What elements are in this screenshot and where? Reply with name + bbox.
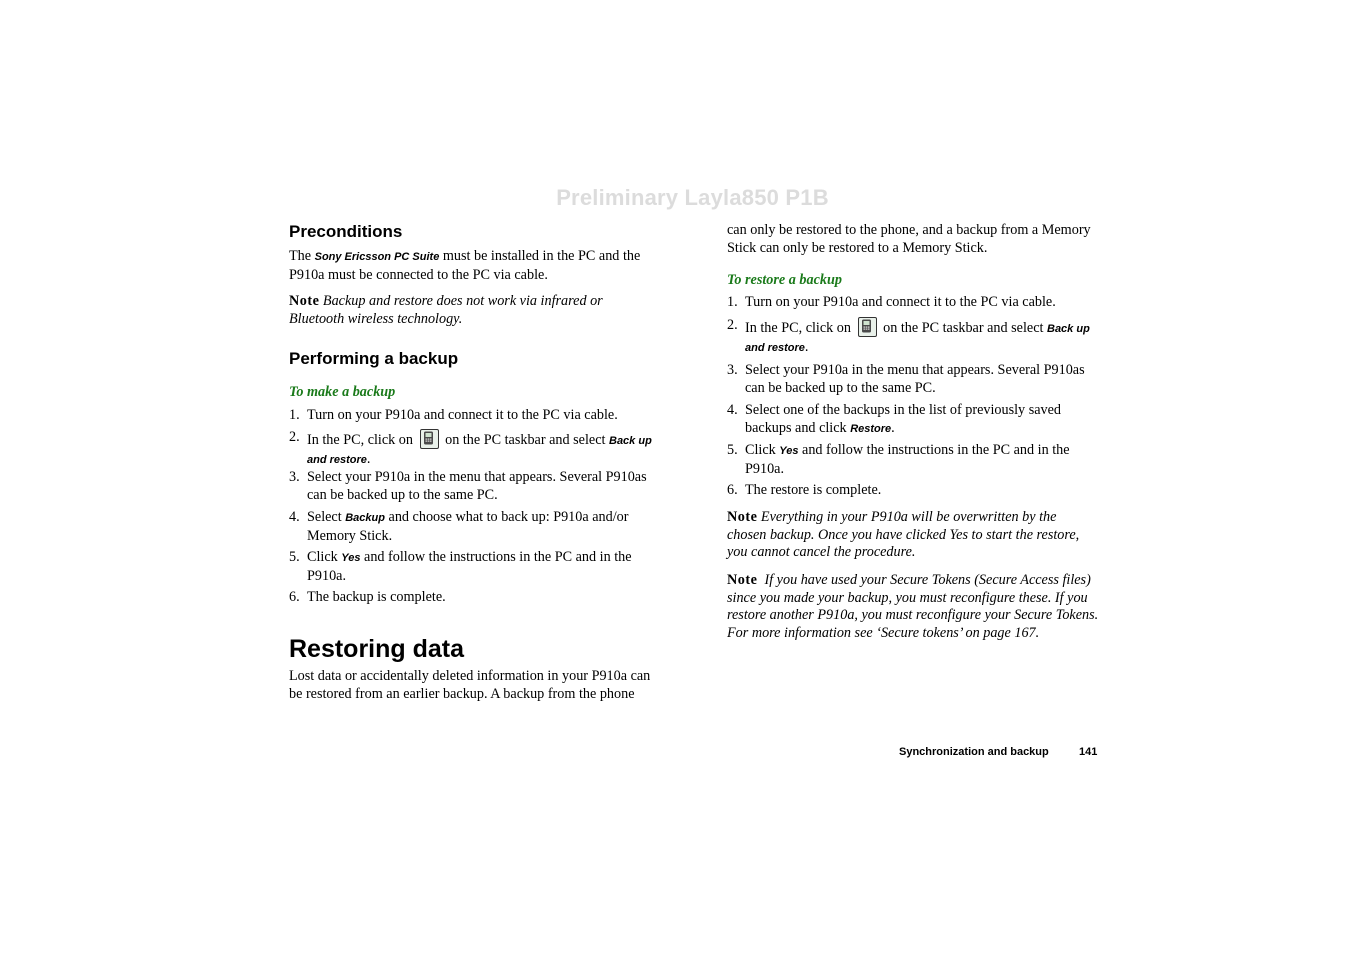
pc-suite-name: Sony Ericsson PC Suite: [314, 251, 440, 263]
back-up-and-restore-label: Back up and restore: [307, 435, 652, 466]
make-backup-heading: To make a backup: [289, 384, 396, 400]
note-text: Everything in your P910a will be overwritten by the chosen backup. Once you have clicked Yes to start the restore, you cannot cancel the procedure.: [727, 509, 1080, 561]
backup-label: Backup: [345, 512, 385, 524]
restoring-text: Lost data or accidentally deleted information in your P910a can be restored from an earlier backup. A backup from the phone: [289, 668, 651, 702]
back-up-and-restore-label: Back up and restore: [745, 323, 1090, 354]
restore-label: Restore: [850, 422, 892, 435]
note-label: Note: [727, 509, 758, 525]
pc-suite-taskbar-icon[interactable]: [858, 317, 877, 337]
note-label: Note: [727, 572, 758, 588]
yes-label: Yes: [779, 445, 799, 457]
restoring-data-heading: Restoring data: [289, 635, 465, 663]
note-secure-tokens: [727, 572, 1099, 642]
preconditions-text: The Sony Ericsson PC Suite must be installed in the PC and the P910a must be connected to the PC via cable.: [289, 248, 641, 283]
note-overwrite: [727, 509, 1099, 562]
note-text: If you have used your Secure Tokens (Secure Access files) since you made your backup, you must reconfigure these. If you restore another P910a, you must reconfigure your Secure Tokens. For more information see ‘Secure tokens’ on page 167.: [727, 572, 1099, 641]
page-number: 141: [1079, 746, 1098, 758]
restoring-text-continued: can only be restored to the phone, and a backup from a Memory Stick can only be restored to a Memory Stick.: [727, 222, 1091, 256]
preconditions-heading: Preconditions: [289, 222, 403, 241]
restore-backup-heading: To restore a backup: [727, 272, 842, 288]
note-label: Note: [289, 293, 320, 309]
watermark: Preliminary Layla850 P1B: [556, 185, 829, 210]
note-infrared: [289, 293, 661, 328]
pc-suite-taskbar-icon[interactable]: [420, 429, 439, 449]
footer-section-title: Synchronization and backup: [899, 746, 1049, 758]
performing-backup-heading: Performing a backup: [289, 349, 459, 368]
note-text: Backup and restore does not work via infrared or Bluetooth wireless technology.: [289, 293, 603, 327]
yes-label: Yes: [341, 552, 361, 564]
